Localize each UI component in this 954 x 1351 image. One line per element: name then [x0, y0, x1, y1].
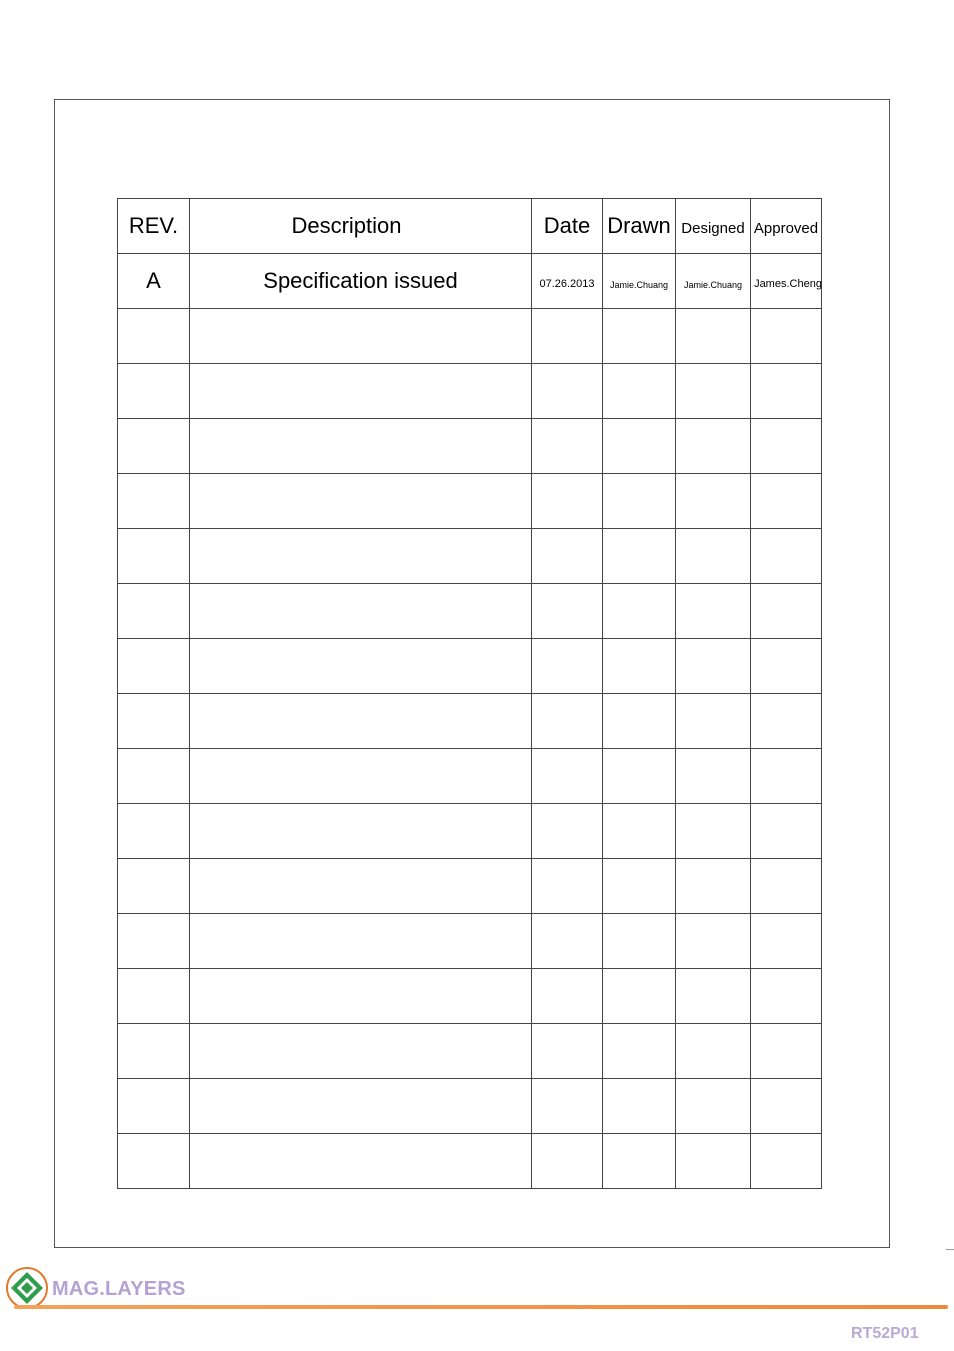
table-cell [603, 859, 676, 914]
footer-divider [14, 1305, 948, 1309]
table-cell [751, 694, 822, 749]
document-number: RT52P01 [851, 1325, 919, 1342]
table-cell [603, 254, 676, 309]
table-cell [603, 749, 676, 804]
header-row [118, 199, 822, 254]
table-cell [118, 969, 190, 1024]
table-cell [118, 364, 190, 419]
table-cell [190, 529, 532, 584]
rev-value: A [146, 268, 161, 293]
table-row [118, 309, 822, 364]
table-cell [532, 914, 603, 969]
drawn-value: Jamie.Chuang [609, 280, 669, 290]
table-cell [603, 309, 676, 364]
table-cell [751, 969, 822, 1024]
table-cell [532, 749, 603, 804]
table-row [118, 749, 822, 804]
table-cell [532, 309, 603, 364]
table-cell [190, 584, 532, 639]
table-cell [603, 639, 676, 694]
table-cell [118, 694, 190, 749]
table-row [118, 584, 822, 639]
table-cell [603, 474, 676, 529]
revision-table [117, 198, 822, 1189]
table-cell [532, 694, 603, 749]
table-cell [190, 1079, 532, 1134]
table-cell [751, 309, 822, 364]
date-header: Date [543, 213, 591, 238]
table-cell [190, 474, 532, 529]
table-cell [603, 1024, 676, 1079]
table-cell [118, 639, 190, 694]
table-cell [118, 859, 190, 914]
date-value: 07.26.2013 [539, 278, 595, 290]
table-cell [532, 639, 603, 694]
header-cell [118, 199, 190, 254]
table-cell [751, 804, 822, 859]
header-cell [751, 199, 822, 254]
table-cell [190, 914, 532, 969]
table-cell [603, 1134, 676, 1189]
table-cell [676, 859, 751, 914]
approved-value: James.Cheng [754, 278, 822, 290]
table-row [118, 1079, 822, 1134]
table-row [118, 859, 822, 914]
table-cell [676, 804, 751, 859]
table-cell [603, 584, 676, 639]
table-row [118, 474, 822, 529]
table-cell [751, 1024, 822, 1079]
header-cell [676, 199, 751, 254]
table-cell [676, 364, 751, 419]
table-cell [676, 584, 751, 639]
table-cell [603, 804, 676, 859]
table-cell [190, 694, 532, 749]
table-cell [676, 1134, 751, 1189]
table-cell [190, 639, 532, 694]
table-cell [118, 529, 190, 584]
table-cell [603, 1079, 676, 1134]
table-cell [118, 584, 190, 639]
table-cell [676, 529, 751, 584]
table-cell [532, 1134, 603, 1189]
table-cell [751, 584, 822, 639]
table-row [118, 694, 822, 749]
table-row [118, 529, 822, 584]
table-cell [190, 804, 532, 859]
table-cell [190, 419, 532, 474]
table-row [118, 914, 822, 969]
table-cell [118, 804, 190, 859]
description-value: Specification issued [263, 268, 458, 293]
table-cell [118, 419, 190, 474]
table-cell [751, 254, 822, 309]
table-cell [118, 1079, 190, 1134]
table-cell [676, 694, 751, 749]
designed-value: Jamie.Chuang [683, 280, 743, 290]
table-cell [532, 529, 603, 584]
table-row [118, 1024, 822, 1079]
table-cell [532, 419, 603, 474]
table-cell [118, 254, 190, 309]
table-cell [676, 914, 751, 969]
table-cell [751, 749, 822, 804]
table-cell [751, 529, 822, 584]
header-cell [603, 199, 676, 254]
maglayers-logo-icon [6, 1267, 48, 1309]
table-cell [532, 1079, 603, 1134]
table-cell [603, 914, 676, 969]
margin-mark [946, 1249, 954, 1250]
table-cell [118, 914, 190, 969]
table-row [118, 1134, 822, 1189]
table-cell [676, 254, 751, 309]
table-cell [751, 639, 822, 694]
table-cell [751, 1134, 822, 1189]
table-cell [118, 749, 190, 804]
approved-header: Approved [753, 220, 819, 237]
table-cell [751, 474, 822, 529]
table-cell [603, 694, 676, 749]
table-cell [532, 254, 603, 309]
table-cell [532, 364, 603, 419]
header-cell [190, 199, 532, 254]
table-cell [190, 364, 532, 419]
table-row [118, 969, 822, 1024]
table-cell [676, 419, 751, 474]
designed-header: Designed [681, 220, 745, 237]
table-cell [603, 969, 676, 1024]
table-cell [676, 749, 751, 804]
table-cell [118, 1134, 190, 1189]
table-cell [603, 364, 676, 419]
table-cell [751, 364, 822, 419]
table-cell [603, 529, 676, 584]
table-cell [532, 584, 603, 639]
table-cell [676, 474, 751, 529]
description-header: Description [291, 213, 402, 238]
table-cell [190, 749, 532, 804]
table-cell [751, 419, 822, 474]
table-cell [532, 474, 603, 529]
table-row [118, 364, 822, 419]
table-cell [676, 969, 751, 1024]
table-row [118, 254, 822, 309]
table-cell [190, 1024, 532, 1079]
table-cell [603, 419, 676, 474]
brand-name: MAG.LAYERS [52, 1278, 186, 1300]
table-row [118, 639, 822, 694]
table-cell [190, 254, 532, 309]
table-cell [532, 859, 603, 914]
header-cell [532, 199, 603, 254]
table-cell [676, 1024, 751, 1079]
table-cell [118, 1024, 190, 1079]
table-cell [751, 914, 822, 969]
table-cell [751, 1079, 822, 1134]
table-cell [751, 859, 822, 914]
table-row [118, 419, 822, 474]
table-cell [190, 309, 532, 364]
table-cell [532, 969, 603, 1024]
table-cell [118, 474, 190, 529]
table-cell [190, 859, 532, 914]
table-cell [532, 1024, 603, 1079]
table-cell [118, 309, 190, 364]
table-cell [676, 639, 751, 694]
table-cell [676, 309, 751, 364]
drawn-header: Drawn [607, 213, 671, 238]
table-cell [532, 804, 603, 859]
table-cell [190, 969, 532, 1024]
table-cell [676, 1079, 751, 1134]
table-row [118, 804, 822, 859]
rev-header: REV. [128, 213, 179, 238]
table-cell [190, 1134, 532, 1189]
